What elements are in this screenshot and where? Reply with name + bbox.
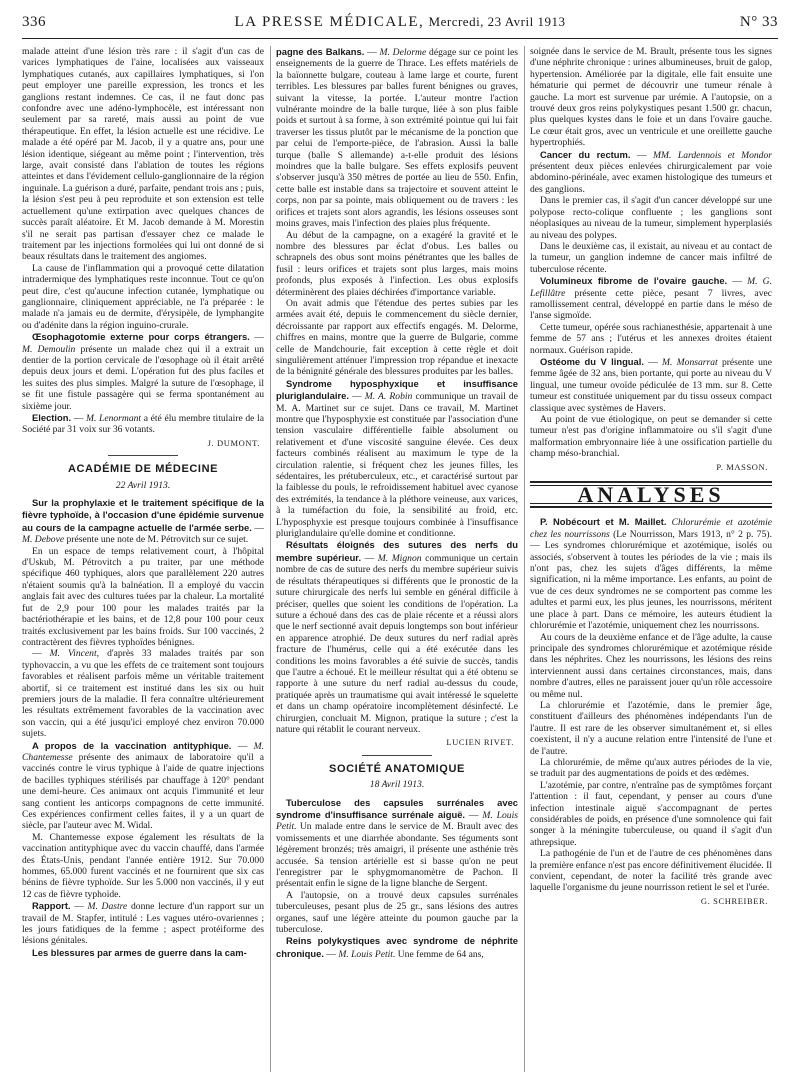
paragraph: La chlorurémie, de même qu'aux autres périodes de la vie, se traduit par des augmentations de poids et des œdèmes. (530, 756, 772, 780)
article-title: Election. (32, 412, 72, 423)
paragraph: — M. Vincent, d'après 33 malades traités par son typhovaccin, a vu que les effets de ce traitement sont toujours favorables et réalisent parfois même un véritable traitement abortif, si ce traitement est institué dans les six ou huit premiers jours de la maladie. Il fera connaître ultérieurement les résultats extrêmement favorables de la vaccination avec son vaccin, qui a été jusqu'ici employé chez environ 70.000 sujets. (22, 648, 264, 740)
paragraph: On avait admis que l'étendue des pertes subies par les armées avait été, depuis le commencement du siècle dernier, décroissante par rapport aux effectifs engagés. M. Delorme, chiffres en mains, montre que la guerre de Bulgarie, comme celle de Mandchourie, fait exception à cette règle et doit singulièrement atténuer l'impression trop répandue et inexacte de la bénignité générale des blessures produites par les balles. (276, 297, 518, 378)
article: Œsophagotomie externe pour corps étrangers. — M. Demoulin présente un malade chez qui il a extrait un dentier de la portion cervicale de l'œsophage où il était arrêté depuis deux jours et demi. L'opération fut des plus faciles et les suites des plus simples. Malgré la suture de l'œsophage, il se fit une fistule passagère qui se ferma spontanément au sixième jour. (22, 331, 264, 412)
article-author: M. Louis Petit. (276, 810, 518, 833)
section-title: ACADÉMIE DE MÉDECINE (67, 463, 219, 476)
article-title: Rapport. (32, 900, 71, 912)
column-1 (22, 46, 264, 1076)
article-text: présente une femme âgée de 32 ans, bien portante, qui porte au niveau du V lingual, une tumeur ovoïde pédiculée de 13 mm. sur 8. Cette tumeur est constituée uniquement par du tissu osseux compact classique avec systèmes de Havers. (530, 356, 772, 414)
article-text: donne lecture d'un rapport sur un travail de M. Stapfer, intitulé : Les vagues utéro-ovariennes ; les jours fatidiques de la femme ; aspect protéiforme des lésions génitales. (22, 901, 264, 947)
article-author: M. Mignon (377, 552, 422, 564)
article-title: pagne des Balkans. (276, 46, 365, 57)
article-author: M. Vincent, (49, 648, 100, 660)
article-title: Les blessures par armes de guerre dans la cam- (32, 946, 247, 958)
article: Rapport. — M. Dastre donne lecture d'un rapport sur un travail de M. Stapfer, intitulé : Les vagues utéro-ovariennes ; les jours fatidiques de la femme ; aspect protéiforme des lésions génitales. (22, 900, 264, 947)
article: A propos de la vaccination antityphique. — M. Chantemesse présente des animaux de laboratoire qu'il a vaccinés contre le virus typhique à l'aide de quatre injections de bacilles typhiques stérilisés par chauffage à 120° pendant une demi-heure. Ces animaux ont acquis l'immunité et leur sang contient les anticorps compagnons de cette immunité. Ces expériences confirment celles faites, il y a un quart de siècle, par l'auteur avec M. Widal. (22, 739, 264, 832)
article: Election. — M. Lenormant a été élu membre titulaire de la Société par 31 voix sur 36 votants. (22, 412, 264, 436)
article-text: dégage sur ce point les enseignements de la guerre de Thrace. Les effets matériels de la baïonnette bulgare, couteau à lame large et courte, furent terribles. Les blessures par balles furent bénignes ou graves, suivant la vitesse, la portée. L'auteur montre l'action vulnérante moindre de la balle turque, liée à son plus faible poids et surtout à sa forme, à son extrémité pointue qui lui fait traverser les tissus plutôt par le mécanisme de la ponction que par celui de l'emporte-pièce, de l'abrasion. Aussi la balle turque (balle S allemande) a-t-elle produit des lésions moindres que la balle bulgare. Ses effets explosifs peuvent s'observer jusqu'à 350 mètres de portée au lieu de 550. Enfin, cette balle est instable dans sa trajectoire et souvent atteint le corps, non par sa pointe, mais obliquement ou de travers : les orifices et trajets sont alors agrandis, les lésions osseuses sont moins graves, mais l'infection des plaies plus fréquente. (276, 47, 518, 230)
article-title: Sur la prophylaxie et le traitement spécifique de la fièvre typhoïde, à l'occasion d'une épidémie survenue au cours de la campagne actuelle de l'armée serbe. (22, 497, 264, 533)
paragraph: soignée dans le service de M. Brault, présente tous les signes d'une néphrite chronique : urines albumineuses, bruit de galop, hypertension. Améliorée par la digitale, elle fait ensuite une hématurie qui permet de découvrir une tumeur rénale à gauche. La mort est survenue par urémie. A l'autopsie, on a trouvé deux gros reins polykystiques pesant 1.500 gr. chacun, plus quelques kystes dans le foie et un dans l'ovaire gauche. Le cœur était gros, avec un ventricule et une oreillette gauche hypertrophiés. (530, 46, 772, 149)
article-title: Œsophagotomie externe pour corps étrangers. (32, 331, 250, 343)
paragraph: L'azotémie, par contre, n'entraîne pas de symptômes forçant l'attention : il faut, cependant, y penser au cours d'une infection intestinale aiguë s'accompagnant de pertes considérables de poids, en présence d'une somnolence qui fait songer à la méningite tuberculeuse, ou quand il s'agit d'un athrepsique. (530, 779, 772, 848)
paragraph: La cause de l'inflammation qui a provoqué cette dilatation intradermique des lymphatiques reste inconnue. Tout ce qu'on peut dire, c'est qu'aucune infection cutanée, lymphatique ou ganglionnaire, cliniquement appréciable, ne l'a préparée : le malade n'a jamais eu de dermite, d'érysipèle, de lymphangite ou d'adénite dans la région inguino-crurale. (22, 262, 264, 331)
article-author: M. Debove (22, 534, 65, 546)
article-author: M. G. Lefillâtre (530, 276, 772, 299)
article-text: communique un travail de M. A. Martinet sur ce sujet. Dans ce travail, M. Martinet montre que l'hyposphyxie est constituée par l'association d'une tension vasculaire différentielle faible absolument ou relativement et d'une viscosité sanguine élevée. Ces deux facteurs combinés réalisent au maximum le type de la circulation ralentie, si fréquent chez les jeunes filles, les sédentaires, les prétuberculeux, etc., et caractérisé surtout par la faiblesse du pouls, le refroidissement habituel avec cyanose des extrémités, la tendance à la pléthore veineuse, aux varices, à la tuméfaction du foie, la sensibilité au froid, etc. L'hyposphyxie est presque toujours combinée à l'insuffisance pluriglandulaire qu'elle domine et conditionne. (276, 391, 518, 540)
analyses-banner (530, 481, 772, 508)
paragraph: La pathogénie de l'un et de l'autre de ces phénomènes dans la première enfance n'est pas encore définitivement élucidée. Il convient, cependant, de noter la facilité très grande avec laquelle l'organisme du jeune nourrisson retient le sel et l'urée. (530, 848, 772, 894)
signature: LUCIEN RIVET. (446, 737, 514, 748)
column-3 (530, 46, 772, 1076)
article-author: M. A. Robin (364, 391, 413, 403)
section-date: 22 Avril 1913. (115, 479, 171, 491)
article: Volumineux fibrome de l'ovaire gauche. — M. G. Lefillâtre présente cette pièce, pesant 7 livres, avec ramollissement central, développé en partie dans le méso de l'anse sigmoïde. (530, 275, 772, 322)
article-text: présente des animaux de laboratoire qu'il a vaccinés contre le virus typhique à l'aide de quatre injections de bacilles typhiques stérilisés par chauffage à 120° pendant une demi-heure. Ces animaux ont acquis l'immunité et leur sang contient les anticorps compagnons de cette immunité. Ces expériences confirment celles faites, il y a un quart de siècle, par l'auteur avec M. Widal. (22, 751, 264, 832)
article-title: Résultats éloignés des sutures des nerfs du membre supérieur. (276, 539, 518, 563)
article-text: Une femme de 64 ans, (397, 948, 484, 960)
section-title: SOCIÉTÉ ANATOMIQUE (329, 762, 465, 775)
article: pagne des Balkans. — M. Delorme dégage sur ce point les enseignements de la guerre de Thrace. Les effets matériels de la baïonnette bulgare, couteau à lame large et courte, furent terribles. Les blessures par balles furent bénignes ou graves, suivant la vitesse, la portée. L'auteur montre l'action vulnérante moindre de la balle turque, liée à son plus faible poids et surtout à sa forme, à son extrémité pointue qui lui fait traverser les tissus plutôt par le mécanisme de la ponction que par celui de l'emporte-pièce, de l'abrasion. Aussi la balle turque (balle S allemande) a-t-elle produit des lésions moindres que la balle bulgare. Ses effets explosifs peuvent s'observer jusqu'à 350 mètres de portée au lieu de 550. Enfin, cette balle est instable dans sa trajectoire et souvent atteint le corps, non par sa pointe, mais obliquement ou de travers : les orifices et trajets sont alors agrandis, les lésions osseuses sont moins graves, mais l'infection des plaies plus fréquente. (276, 46, 518, 230)
article-text: présente un malade chez qui il a extrait un dentier de la portion cervicale de l'œsophage où il était arrêté depuis deux jours et demi. L'opération fut des plus faciles et les suites des plus simples. Malgré la suture de l'œsophage, il se fit une fistule passagère qui se ferma spontanément au sixième jour. (22, 343, 264, 412)
article-text: — Les syndromes chlorurémique et azotémique, isolés ou associés, s'observent à toutes les périodes de la vie ; mais ils n'ont pas, chez les sujets d'âges différents, la même signification, ni la même importance. Les enfants, au point de vue de ces deux syndromes ne se comportent pas comme les adultes et parmi eux, les plus jeunes, les nourrissons, méritent une place à part. Dans ce mémoire, les auteurs étudient la chlorurémie et l'azotémie, uniquement chez les nourrissons. (530, 540, 772, 632)
paragraph: A l'autopsie, on a trouvé deux capsules surrénales tuberculeuses, pesant plus de 25 gr., sans lésions des autres organes, sauf une légère atteinte du poumon gauche par la tuberculose. (276, 889, 518, 936)
signature: G. SCHREIBER. (700, 895, 768, 906)
signature: J. DUMONT. (207, 437, 260, 448)
paragraph: La chlorurémie et l'azotémie, dans le premier âge, constituent d'ailleurs des phénomènes indépendants l'un de l'autre. Il est rare de les observer simultanément et, si elles coexistent, il n'y a aucune relation entre l'intensité de l'une et de l'autre. (530, 699, 772, 757)
article-text: présente une note de M. Pétrovitch sur ce sujet. (66, 534, 249, 546)
analyses-title: ANALYSES (530, 485, 772, 504)
signature: P. MASSON. (716, 461, 768, 472)
paragraph: malade atteint d'une lésion très rare : il s'agit d'un cas de varices lymphatiques de l'aine, localisées aux vaisseaux lymphatiques cutanés, aux capillaires lymphatiques, si l'on peut employer une pareille expression, les troncs et les ganglions restant indemnes. Ce cas, il ne faut donc pas confondre avec une adéno-lymphocèle, est intéressant non seulement par sa rareté, mais aussi au point de vue thérapeutique. En effet, la lésion actuelle est une récidive. Le malade a été opéré par M. Jacob, il y a quatre ans, pour une lésion identique, siégeant au même point ; l'intervention, très large, avait consisté dans l'ablation de toutes les régions atteintes et dans l'évidement cellulo-ganglionnaire de la région inguinale. La guérison a duré, parfaite, pendant trois ans ; puis, la lésion s'est peu à peu reproduite et son extension est telle actuellement qu'une extirpation avec quelques chances de succès paraît aléatoire. Et M. Jacob demande à M. Morestin s'il ne serait pas partisan d'essayer chez ce malade le traitement par les injections formolées qui lui ont donné de si beaux résultats dans le traitement des angiomes. (22, 46, 264, 263)
article-text: communique un certain nombre de cas de suture des nerfs du membre supérieur suivis de résultats thérapeutiques si différents que le pronostic de la suture chirurgicale des nerfs lui semble en général difficile à préciser, quelles que soient les conditions de l'opération. La suture a échoué dans des cas de plaie récente et a réussi alors que le nerf sectionné avait depuis longtemps son bout inférieur en apparence atrophié. De deux sutures du nerf radial après fracture de l'humérus, celle qui a été exécutée dans les conditions les moins favorables a été suivie de succès, tandis que l'autre a échoué. Et le meilleur résultat qui a été obtenu se rapporte à une suture du nerf radial au-dessus du coude, pratiquée après un traumatisme qui avait intéressé le squelette et dans un champ opératoire incomplètement désinfecté. Le chirurgien, concluait M. Mignon, pratique la suture ; c'est la nature qui rétablit le courant nerveux. (276, 552, 518, 735)
column-divider (524, 46, 525, 1072)
article-author: M. Demoulin (22, 343, 76, 355)
article-text: présente cette pièce, pesant 7 livres, avec ramollissement central, développé en partie dans le méso de l'anse sigmoïde. (530, 287, 772, 322)
page-number: 336 (22, 14, 46, 30)
article-title: Syndrome hyposphyxique et insuffisance pluriglandulaire. (276, 377, 518, 402)
column-divider (270, 46, 271, 1072)
article-text: Un malade entre dans le service de M. Brault avec des vomissements et une diarrhée abondante. Ses téguments sont légèrement bronzés; très amaigri, il présente une asthénie très accusée. Sa tension artérielle est si basse qu'on ne peut l'enregistrer par le sphygmomanomètre de Pachon. Il présentait enfin le signe de la ligne blanche de Sergent. (276, 821, 518, 890)
paragraph: Cette tumeur, opérée sous rachianesthésie, appartenait à une femme de 57 ans ; l'utérus et les annexes droites étaient normaux. Guérison rapide. (530, 321, 772, 356)
article-title: Ostéome du V lingual. (540, 355, 644, 367)
article-title: Volumineux fibrome de l'ovaire gauche. (540, 275, 728, 287)
column-2 (276, 46, 518, 1076)
article-text: d'après 33 malades traités par son typhovaccin, a vu que les effets de ce traitement sont toujours favorables et réalisent parfois même un véritable traitement abortif, si ce traitement est institué dans les six ou huit premiers jours de la maladie. Il fera connaître ultérieurement les résultats extrêmement favorables de la vaccination avec son vaccin, qui a été jusqu'ici employé chez environ 70.000 sujets. (22, 648, 264, 740)
article-author: MM. Lardennois et Mondor (653, 149, 772, 161)
article (530, 516, 772, 631)
article: Résultats éloignés des sutures des nerfs du membre supérieur. — M. Mignon communique un certain nombre de cas de suture des nerfs du membre supérieur suivis de résultats thérapeutiques si différents que le pronostic de la suture chirurgicale des nerfs lui semble en général difficile à préciser, quelles que soient les conditions de l'opération. La suture a échoué dans des cas de plaie récente et a réussi alors que le nerf sectionné avait depuis longtemps son bout inférieur en apparence atrophié. De deux sutures du nerf radial après fracture de l'humérus, celle qui a été exécutée dans les conditions les moins favorables a été suivie de succès, tandis que l'autre a échoué. Et le meilleur résultat qui a été obtenu se rapporte à une suture du nerf radial au-dessus du coude, pratiquée après un traumatisme qui avait intéressé le squelette et dans un champ opératoire incomplètement désinfecté. Le chirurgien, concluait M. Mignon, pratique la suture ; c'est la nature qui rétablit le courant nerveux. (276, 539, 518, 735)
paragraph: Dans le premier cas, il s'agit d'un cancer développé sur une polypose recto-colique confluente ; les ganglions sont néoplasiques au niveau de la tumeur, simplement hyperplasiés au niveau des polypes. (530, 195, 772, 241)
article-title: Cancer du rectum. (540, 148, 631, 160)
paragraph: M. Chantemesse expose également les résultats de la vaccination antityphique avec du vaccin chauffé, dans l'armée des États-Unis, pendant l'année entière 1912. Sur 70.000 hommes, 65.000 furent vaccinés et ne fournirent que six cas bénins de fièvre typhoïde. Sur les 5.000 non vaccinés, il y eut 12 cas de fièvre typhoïde. (22, 831, 264, 900)
article-text: présentent deux pièces enlevées chirurgicalement par voie abdomino-périnéale, avec examen histologique des tumeurs et des ganglions. (530, 161, 772, 195)
paragraph: En un espace de temps relativement court, à l'hôpital d'Uskub, M. Pétrovitch a pu traiter, par une méthode spécifique 460 typhiques, alors que parallèlement 220 autres n'étaient soumis qu'à la balnéation. Il a employé du vaccin anglais fait avec des cultures tuées par la chaleur. La mortalité fut de 2,9 pour 100 pour les malades traités par la bactériothérapie et les bains, et de 12,8 pour 100 pour ceux traités exclusivement par les bains froids. Sur 100 vaccinés, 2 contractèrent des fièvres typhoïdes bénignes. (22, 545, 264, 648)
article-author: M. Louis Petit. (338, 948, 396, 960)
header-rule (22, 38, 778, 39)
article: Sur la prophylaxie et le traitement spécifique de la fièvre typhoïde, à l'occasion d'une épidémie survenue au cours de la campagne actuelle de l'armée serbe. — M. Debove présente une note de M. Pétrovitch sur ce sujet. (22, 497, 264, 546)
article (22, 947, 264, 959)
article-source: (Le Nourrisson, Mars 1913, n° 2 p. 75). (613, 528, 772, 540)
article-author: M. Monsarrat (662, 356, 718, 368)
article: Reins polykystiques avec syndrome de néphrite chronique. — M. Louis Petit. Une femme de 64 ans, (276, 935, 518, 960)
page-header (22, 14, 778, 36)
article-author: M. Delorme (379, 47, 427, 58)
paragraph: Au cours de la deuxième enfance et de l'âge adulte, la cause principale des syndromes chlorurémique et azotémique réside dans les néphrites. Chez les nourrissons, les lésions des reins interviennent aussi dans certaines circonstances, mais, dans nombre d'autres, elles ne paraissent jouer qu'un rôle accessoire ou même nul. (530, 631, 772, 700)
article: Ostéome du V lingual. — M. Monsarrat présente une femme âgée de 32 ans, bien portante, qui porte au niveau du V lingual, une tumeur ovoïde pédiculée de 13 mm. sur 8. Cette tumeur est constituée uniquement par du tissu osseux compact classique avec systèmes de Havers. (530, 355, 772, 414)
running-title (82, 14, 718, 31)
section-rule (362, 755, 432, 756)
article-author: M. Chantemesse (22, 740, 264, 763)
section-rule (108, 455, 178, 456)
issue-number: N° 33 (739, 14, 778, 30)
article-author: M. Dastre (87, 901, 128, 913)
article: Cancer du rectum. — MM. Lardennois et Mondor présentent deux pièces enlevées chirurgicalement par voie abdomino-périnéale, avec examen histologique des tumeurs et des ganglions. (530, 148, 772, 195)
article-author: M. Lenormant (85, 413, 142, 424)
article-title: Reins polykystiques avec syndrome de néphrite chronique. (276, 935, 518, 959)
article-title: A propos de la vaccination antityphique. (32, 739, 232, 751)
publication-name: LA PRESSE MÉDICALE, (234, 14, 425, 30)
issue-date: Mercredi, 23 Avril 1913 (428, 14, 566, 29)
article: Syndrome hyposphyxique et insuffisance pluriglandulaire. — M. A. Robin communique un travail de M. A. Martinet sur ce sujet. Dans ce travail, M. Martinet montre que l'hyposphyxie est constituée par l'association d'une tension vasculaire différentielle faible absolument ou relativement et d'une viscosité sanguine élevée. Ces deux facteurs combinés réalisent au maximum le type de la circulation ralentie, si fréquent chez les jeunes filles, les sédentaires, les prétuberculeux, etc., et caractérisé surtout par la faiblesse du pouls, le refroidissement habituel avec cyanose des extrémités, la tendance à la pléthore veineuse, aux varices, à la tuméfaction du foie, la sensibilité au froid, etc. L'hyposphyxie est presque toujours combinée à l'insuffisance pluriglandulaire qu'elle domine et conditionne. (276, 377, 518, 540)
article-text: a été élu membre titulaire de la Société par 31 voix sur 36 votants. (22, 413, 264, 436)
paragraph: Dans le deuxième cas, il existait, au niveau et au contact de la tumeur, un ganglion indemne de cancer mais infiltré de tuberculose récente. (530, 240, 772, 275)
article-author: P. Nobécourt et M. Maillet. (540, 516, 667, 528)
article: Tuberculose des capsules surrénales avec syndrome d'insuffisance surrénale aiguë. — M. Louis Petit. Un malade entre dans le service de M. Brault avec des vomissements et une diarrhée abondante. Ses téguments sont légèrement bronzés; très amaigri, il présente une asthénie très accusée. Sa tension artérielle est si basse qu'on ne peut l'enregistrer par le sphygmomanomètre de Pachon. Il présentait enfin le signe de la ligne blanche de Sergent. (276, 796, 518, 890)
paragraph: Au début de la campagne, on a exagéré la gravité et le nombre des blessures par éclat d'obus. Les balles ou schrapnels des obus sont moins pénétrantes que les balles de fusil : leurs orifices et trajets sont plus larges, mais moins profonds, plus exposés à l'infection. Les obus explosifs déterminèrent des plaies déchirées d'importance variable. (276, 229, 518, 298)
article-title: Chlorurémie et azotémie chez les nourrissons (530, 517, 772, 540)
article-title: Tuberculose des capsules surrénales avec syndrome d'insuffisance surrénale aiguë. (276, 796, 518, 820)
section-date: 18 Avril 1913. (369, 779, 425, 791)
paragraph: Au point de vue étiologique, on peut se demander si cette tumeur n'est pas d'origine inflammatoire ou s'il s'agit d'une malformation embryonnaire liée à une ossification partielle du champ méso-branchial. (530, 414, 772, 460)
